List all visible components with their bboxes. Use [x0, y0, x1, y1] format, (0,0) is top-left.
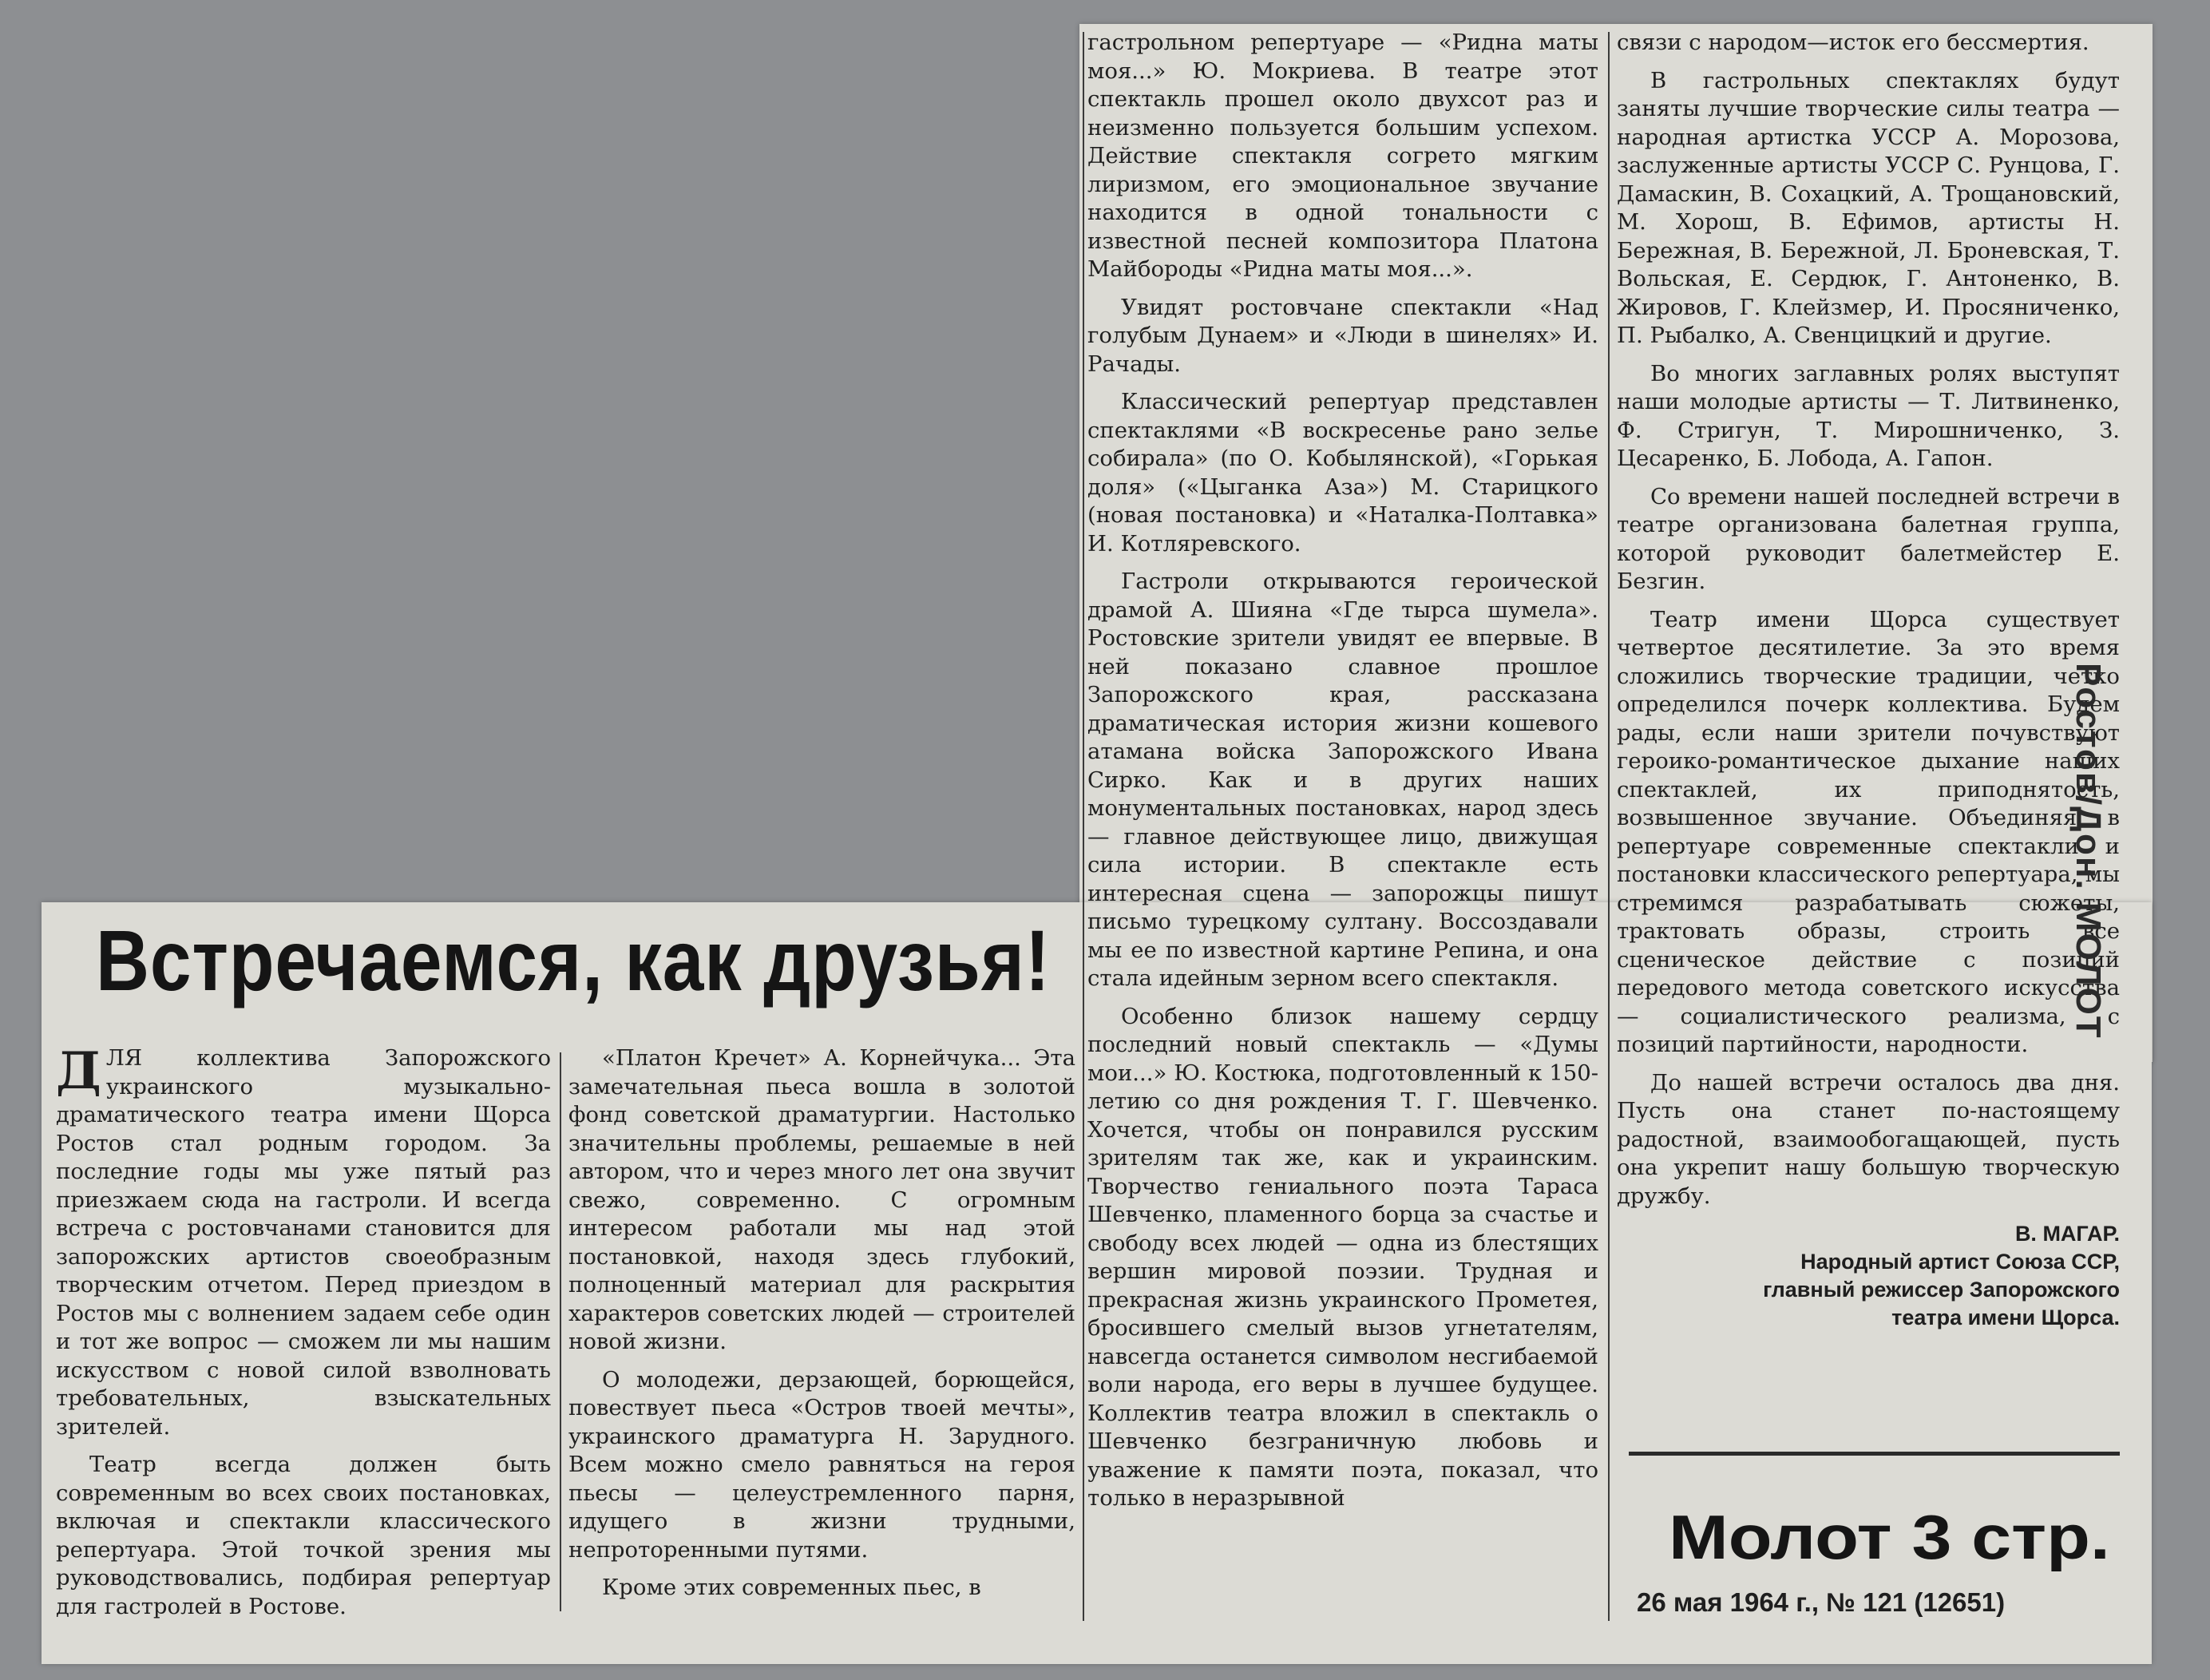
column2-paragraph: О молодежи, дерзающей, борющейся, повествует пьеса «Остров твоей мечты», украинского драматурга Н. Зарудного. Всем можно смело равняться на героя пьесы — целеустремленного парня, идущего в жизни трудными, непроторенными путями. — [568, 1366, 1075, 1563]
column3-paragraph: гастрольном репертуаре — «Ридна маты моя...» Ю. Мокриева. В театре этот спектакль прошел около двухсот раз и неизменно пользуется большим успехом. Действие спектакля согрето мягким лиризмом, его эмоциональное звучание находится в одной тональности с известной песней композитора Платона Майбороды «Ридна маты моя...». — [1087, 30, 1598, 282]
article-column-4 — [1617, 29, 2120, 1332]
column4-paragraph: Со времени нашей последней встречи в театре организована балетная группа, которой руководит балетмейстер Е. Безгин. — [1617, 483, 2120, 594]
column-divider — [1083, 32, 1084, 1621]
headline: Встречаемся, как друзья! — [96, 912, 1051, 1008]
column4-paragraph: Театр имени Щорса существует четвертое десятилетие. За это время сложились творческие традиции, четко определился почерк коллектива. Будем рады, если наши зрители почувствуют героико-романтическое дыхание наших спектаклей, их приподнятость, возвышенное звучание. Объединяя в репертуаре современные спектакли и постановки классического репертуара, мы стремимся разрабатывать сюжеты, трактовать образы, строить все сценическое действие с позиций передового метода советского искусства — социалистического реализма, с позиций партийности, народности. — [1617, 606, 2120, 1057]
column3-paragraph: Классический репертуар представлен спектаклями «В воскресенье рано зелье собирала» (по О. Кобылянской), «Горькая доля» («Цыганка Аза») М. Старицкого (новая постановка) и «Наталка-Полтавка» И. Котляревского. — [1087, 389, 1598, 557]
column4-paragraph: В гастрольных спектаклях будут заняты лучшие творческие силы театра — народная артистка УССР А. Морозова, заслуженные артисты УССР С. Рунцова, Г. Дамаскин, В. Сохацкий, А. Трощановский, М. Хорош, В. Ефимов, артисты Н. Бережная, В. Бережной, Л. Броневская, Т. Вольская, Е. Сердюк, Г. Антоненко, В. Жировов, Г. Клейзмер, И. Просяниченко, П. Рыбалко, А. Свенцицкий и другие. — [1617, 67, 2120, 348]
column3-paragraph: Гастроли открываются героической драмой А. Шияна «Где тырса шумела». Ростовские зрители увидят ее впервые. В ней показано славное прошлое Запорожского края, рассказана драматическая история жизни кошевого атамана войска Запорожского Ивана Сирко. Как и в других наших монументальных постановках, народ здесь — главное действующее лицо, движущая сила истории. В спектакле есть интересная сцена — запорожцы пишут письмо турецкому султану. Воссоздавали мы ее по известной картине Репина, и она стала идейным зерном всего спектакля. — [1087, 569, 1598, 991]
column4-paragraph: Во многих заглавных ролях выступят наши молодые артисты — Т. Литвиненко, Ф. Стригун, Т. Мирошниченко, З. Цесаренко, Б. Лобода, А. Гапон. — [1617, 360, 2120, 471]
column-divider — [1608, 32, 1610, 1621]
drop-cap: Д — [56, 1041, 101, 1101]
newspaper-masthead: Молот 3 стр. — [1669, 1502, 2110, 1572]
column1-paragraph: ДЛЯ коллектива Запорожского украинского музыкально-драматического театра имени Щорса Ростов стал родным городом. За последние годы мы уже пятый раз приезжаем сюда на гастроли. И всегда встреча с ростовчанами становится для запорожских артистов своеобразным творческим отчетом. Перед приездом в Ростов мы с волнением задаем себе один и тот же вопрос — сможем ли мы нашим искусством с новой силой взволновать требовательных, взыскательных зрителей. — [56, 1041, 551, 1440]
author-title: Народный артист Союза ССР, — [1800, 1250, 2120, 1274]
article-column-1 — [56, 1041, 551, 1630]
article-column-3 — [1087, 29, 1598, 1523]
column4-paragraph: связи с народом—исток его бессмертия. — [1617, 30, 2089, 55]
author-title: главный режиссер Запорожского — [1763, 1278, 2120, 1302]
author-title: театра имени Щорса. — [1891, 1306, 2120, 1329]
signature-block — [1617, 1220, 2120, 1332]
column3-paragraph: Увидят ростовчане спектакли «Над голубым Дунаем» и «Люди в шинелях» И. Рачады. — [1087, 294, 1598, 377]
column2-paragraph: «Платон Кречет» А. Корнейчука... Эта замечательная пьеса вошла в золотой фонд советской драматургии. Настолько значительны проблемы, решаемые в ней автором, что и через много лет она звучит свежо, современно. С огромным интересом работали мы над этой постановкой, находя здесь глубокий, полноценный материал для раскрытия характеров советских людей — строителей новой жизни. — [568, 1045, 1075, 1354]
signature-rule — [1629, 1452, 2120, 1456]
issue-dateline: 26 мая 1964 г., № 121 (12651) — [1637, 1587, 2006, 1617]
column3-paragraph: Особенно близок нашему сердцу последний новый спектакль — «Думы мои...» Ю. Костюка, подготовленный к 150-летию со дня рождения Т. Г. Шевченко. Хочется, чтобы он понравился русским зрителям так же, как и украинским. Творчество гениального поэта Тараса Шевченко, пламенного борца за счастье и свободу всех людей — одна из блестящих вершин мировой поэзии. Трудная и прекрасная жизнь украинского Прометея, бросившего смелый вызов угнетателям, навсегда останется символом несгибаемой воли народа, его веры в лучшее будущее. Коллектив театра вложил в спектакль о Шевченко безграничную любовь и уважение к памяти поэта, показал, что только в неразрывной — [1087, 1003, 1598, 1511]
column4-paragraph: До нашей встречи осталось два дня. Пусть она станет по-настоящему радостной, взаимообогащающей, пусть она укрепит нашу большую творческую дружбу. — [1617, 1069, 2120, 1209]
author-name: В. МАГАР. — [2014, 1222, 2120, 1246]
archive-stamp: Ростов/Дон. МОЛОТ — [2069, 663, 2108, 1040]
column2-paragraph: Кроме этих современных пьес, в — [602, 1575, 981, 1600]
column-divider — [560, 1052, 561, 1611]
column1-paragraph: Театр всегда должен быть современным во всех своих постановках, включая и спектакли классического репертуара. Этой точкой зрения мы руководствовались, подбирая репертуар для гастролей в Ростове. — [56, 1452, 551, 1619]
article-column-2 — [568, 1044, 1075, 1612]
